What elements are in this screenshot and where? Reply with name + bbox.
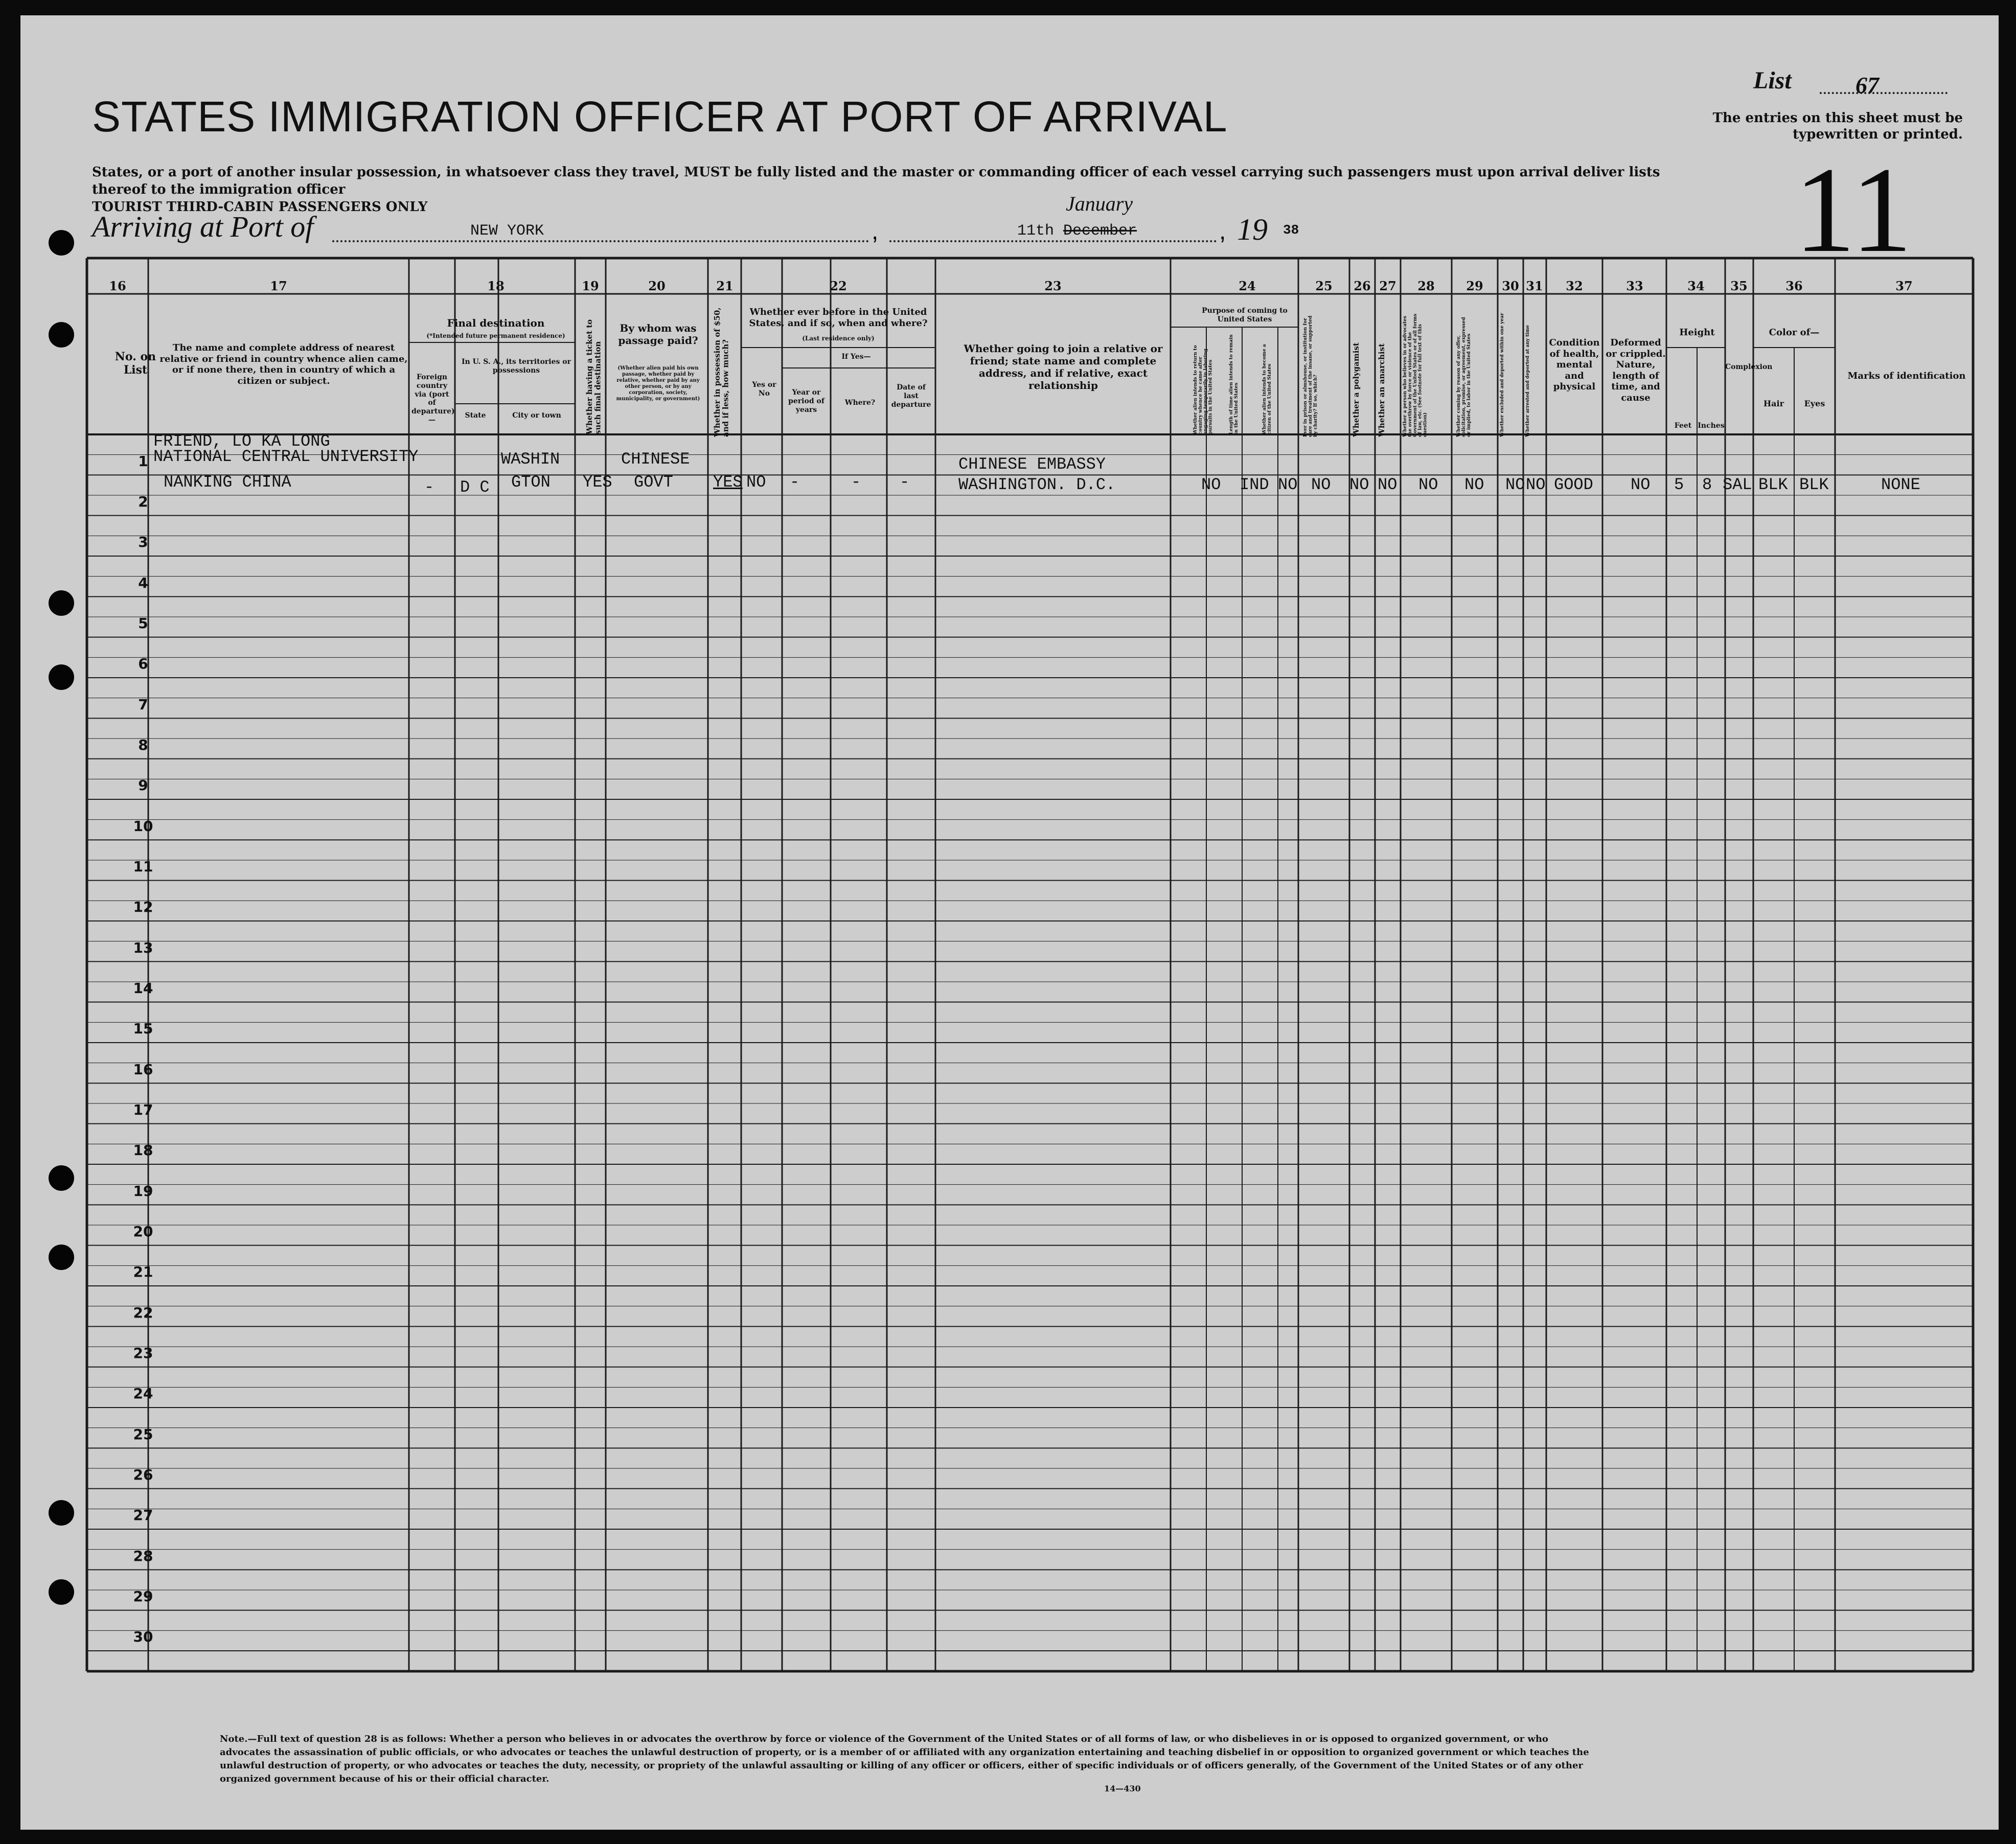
form-number: 14—430 [1104, 1784, 1141, 1793]
prison-value: NO [1311, 475, 1331, 494]
condition-value: GOOD [1554, 475, 1593, 494]
row-number: 3 [138, 534, 148, 551]
joining-line1: CHINESE EMBASSY [958, 455, 1106, 474]
state-value: D C [460, 478, 490, 497]
column-number: 24 [1239, 279, 1256, 293]
header-q29: Whether coming by reason of any offer, solicitation, promise, or agreement, expressed or implied, to labor in the United States [1456, 317, 1472, 437]
column-number: 25 [1315, 279, 1333, 293]
header-q28: Whether a person who believes in or advocates the overthrow by force or violence of the Government of the United States or of all forms of law, etc. (See footnote for full text of this question) [1403, 313, 1428, 437]
column-number: 19 [582, 279, 599, 293]
row-number: 2 [138, 493, 148, 510]
relative-line3: NANKING CHINA [164, 473, 291, 492]
header-anarchist: Whether an anarchist [1377, 343, 1386, 437]
column-number: 26 [1354, 279, 1371, 293]
header-period: Year or period of years [788, 388, 824, 414]
row-number: 20 [133, 1223, 153, 1240]
length-value: IND [1240, 475, 1269, 494]
city-line2: GTON [511, 473, 551, 492]
complexion-value: SAL [1723, 475, 1752, 494]
q30-value: NO [1505, 475, 1525, 494]
row-number: 7 [138, 696, 148, 713]
row-number: 12 [133, 898, 153, 916]
row-number: 26 [133, 1466, 153, 1483]
header-state: State [465, 411, 486, 420]
row-number: 5 [138, 615, 148, 632]
where-value: - [851, 473, 861, 492]
ever-before-value: NO [746, 473, 766, 492]
column-number: 37 [1895, 279, 1913, 293]
year-suffix: 38 [1283, 222, 1299, 238]
header-complexion: Complexion [1725, 363, 1773, 371]
citizen-value: NO [1278, 475, 1298, 494]
sheet-number: 11 [1794, 142, 1913, 278]
header-date-departure: Date of last departure [891, 383, 931, 409]
header-hair: Hair [1763, 399, 1784, 408]
comma: , [1219, 218, 1226, 245]
column-number: 30 [1502, 279, 1519, 293]
eyes-value: BLK [1799, 475, 1829, 494]
row-number: 19 [133, 1182, 153, 1200]
row-number: 1 [138, 452, 148, 470]
row-number: 30 [133, 1628, 153, 1646]
foreign-country-value: - [424, 478, 434, 497]
header-q30: Whether excluded and deported within one year [1500, 313, 1505, 437]
list-label: List [1753, 67, 1792, 94]
hair-value: BLK [1758, 475, 1788, 494]
row-number: 23 [133, 1345, 153, 1362]
column-number: 21 [716, 279, 734, 293]
header-city: City or town [512, 411, 561, 420]
relative-line2: NATIONAL CENTRAL UNIVERSITY [153, 447, 419, 466]
feet-value: 5 [1674, 475, 1684, 494]
arriving-label: Arriving at Port of [92, 210, 314, 243]
q28-value: NO [1418, 475, 1438, 494]
column-number: 32 [1566, 279, 1583, 293]
column-number: 18 [487, 279, 505, 293]
return-value: NO [1201, 475, 1221, 494]
header-nearest-relative: The name and complete address of nearest relative or friend in country whence alien came, or if none there, then in country of which a citizen or subject. [159, 342, 408, 386]
header-feet: Feet [1674, 422, 1692, 430]
header-ever-before: Whether ever before in the United States, and if so, when and where? [749, 307, 928, 329]
header-final-destination-note: (*Intended future permanent residence) [426, 332, 565, 339]
deformed-value: NO [1631, 475, 1651, 494]
period-value: - [790, 473, 800, 492]
header-eyes: Eyes [1804, 399, 1825, 408]
header-purpose: Purpose of coming to United States [1202, 307, 1288, 324]
header-inches: Inches [1698, 422, 1725, 430]
class-line: TOURIST THIRD-CABIN PASSENGERS ONLY [92, 199, 428, 215]
row-number: 10 [133, 817, 153, 835]
arrival-month-struck: December [1063, 222, 1137, 240]
column-number: 28 [1417, 279, 1435, 293]
relative-line1: FRIEND, LO KA LONG [153, 432, 330, 451]
header-yes-no: Yes or No [752, 381, 776, 398]
row-number: 24 [133, 1385, 153, 1402]
row-number: 4 [138, 574, 148, 591]
inches-value: 8 [1702, 475, 1712, 494]
polygamist-value: NO [1349, 475, 1369, 494]
row-number: 29 [133, 1588, 153, 1605]
column-number: 36 [1785, 279, 1803, 293]
header-if-yes: If Yes— [841, 353, 871, 361]
port-name: NEW YORK [470, 222, 544, 240]
row-number: 13 [133, 939, 153, 956]
row-number: 11 [133, 858, 153, 875]
row-number: 17 [133, 1101, 153, 1118]
row-number: 27 [133, 1507, 153, 1524]
row-number: 16 [133, 1061, 153, 1078]
column-number: 22 [830, 279, 847, 293]
header-joining: Whether going to join a relative or friend; state name and complete address, and if relative, exact relationship [964, 342, 1163, 391]
anarchist-value: NO [1378, 475, 1398, 494]
header-polygamist: Whether a polygamist [1351, 342, 1361, 437]
header-condition: Condition of health, mental and physical [1549, 337, 1600, 393]
header-foreign-country: Foreign country via (port of departure)— [411, 373, 455, 424]
arrival-day: 11th [1017, 222, 1055, 240]
header-purpose-a: Whether alien intends to return to country whence he came after engaging temporarily in laboring pursuits in the United States [1193, 345, 1213, 434]
row-number: 14 [133, 980, 153, 997]
column-number: 20 [648, 279, 666, 293]
column-number: 23 [1044, 279, 1062, 293]
column-number: 27 [1379, 279, 1396, 293]
column-number: 35 [1730, 279, 1748, 293]
money-value: YES [713, 473, 743, 492]
paid-by-line1: CHINESE [621, 450, 690, 469]
header-no-on-list: No. on List [114, 350, 156, 377]
header-purpose-b: Length of time alien intends to remain in the United States [1229, 334, 1239, 434]
header-deformed: Deformed or crippled. Nature, length of time, and cause [1606, 337, 1666, 403]
paid-by-line2: GOVT [634, 473, 673, 492]
header-money: Whether in possession of $50, and if less, how much? [713, 307, 730, 437]
header-q31: Whether arrested and deported at any time [1525, 325, 1530, 437]
entries-note: The entries on this sheet must be typewritten or printed. [1712, 110, 1963, 142]
list-number: 67 [1855, 72, 1879, 98]
header-in-usa: In U. S. A., its territories or possessions [462, 358, 571, 375]
form-title: STATES IMMIGRATION OFFICER AT PORT OF ARRIVAL [92, 93, 1228, 141]
ticket-value: YES [583, 473, 612, 492]
marks-value: NONE [1881, 475, 1920, 494]
header-purpose-c: Whether alien intends to become a citizen of the United States [1262, 344, 1272, 434]
header-ever-before-note: (Last residence only) [802, 335, 875, 342]
row-number: 15 [133, 1020, 153, 1038]
q31-value: NO [1526, 475, 1546, 494]
city-line1: WASHIN [501, 450, 560, 469]
row-number: 25 [133, 1425, 153, 1443]
header-marks: Marks of identification [1847, 371, 1966, 381]
row-number: 22 [133, 1304, 153, 1321]
row-number: 21 [133, 1263, 153, 1281]
header-final-destination: Final destination [447, 317, 545, 329]
q29-value: NO [1464, 475, 1484, 494]
column-number: 29 [1466, 279, 1483, 293]
date-departure-value: - [900, 473, 910, 492]
header-ticket: Whether having a ticket to such final destination [585, 319, 603, 434]
header-color-of: Color of— [1769, 327, 1820, 338]
manifest-sheet [20, 15, 1999, 1830]
header-by-whom: By whom was passage paid? [618, 322, 698, 347]
row-number: 8 [138, 736, 148, 753]
row-number: 28 [133, 1547, 153, 1564]
column-number: 34 [1687, 279, 1705, 293]
column-number: 33 [1626, 279, 1643, 293]
row-number: 6 [138, 655, 148, 673]
row-number: 9 [138, 777, 148, 794]
header-height: Height [1679, 327, 1715, 338]
header-by-whom-note: (Whether alien paid his own passage, whether paid by relative, whether paid by any other person, or by any corporation, society, municipality, or government) [616, 365, 700, 402]
row-number: 18 [133, 1142, 153, 1159]
column-number: 17 [270, 279, 287, 293]
year-prefix: 19 [1237, 213, 1268, 246]
header-prison: Ever in prison or almshouse, or institution for care and treatment of the insane, or supported by charity? If so, which? [1303, 315, 1318, 437]
header-where: Where? [844, 399, 876, 407]
comma: , [872, 218, 879, 245]
arrival-month-written: January [1066, 192, 1133, 215]
joining-line2: WASHINGTON. D.C. [958, 475, 1116, 494]
footnote: Note.—Full text of question 28 is as follows: Whether a person who believes in or advocates the overthrow by force or violence of the Government of the United States or of all forms of law, or who disbelieves in or is opposed to organized government, or who advocates the assassination of public officials, or who advocates or teaches the unlawful destruction of property, or is a member of or affiliated with any organization entertaining and teaching disbelief in or opposition to organized government or which teaches the unlawful destruction of property, or who advocates or teaches the duty, necessity, or propriety of the unlawful assaulting or killing of any officer or officers, either of specific individuals or of officers generally, of the Government of the United States or of any other organized government because of his or their official character. [220, 1734, 1589, 1784]
column-number: 16 [109, 279, 126, 293]
column-number: 31 [1526, 279, 1543, 293]
instructions-line: States, or a port of another insular possession, in whatsoever class they travel, MUST be fully listed and the master or commanding officer of each vessel carrying such passengers must upon arrival deliver lists thereof to the immigration officer [92, 165, 1660, 197]
